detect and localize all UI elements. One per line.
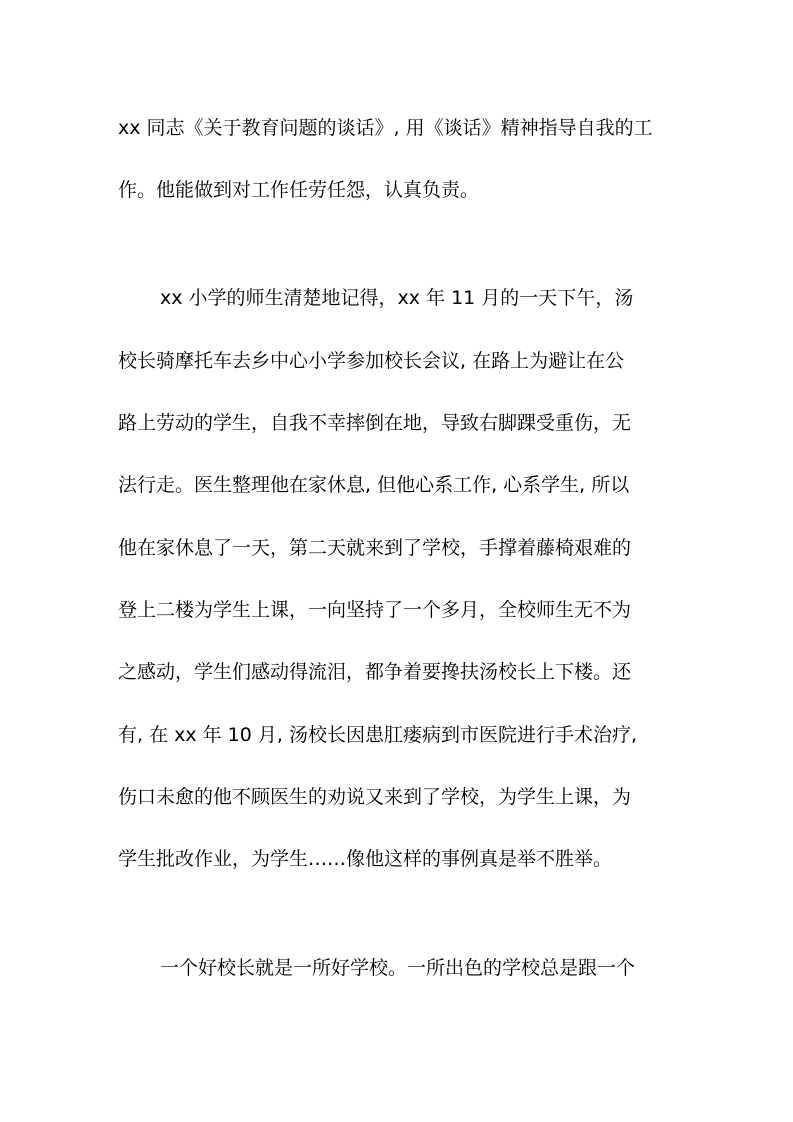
- paragraph-2-line-8: 有, 在 xx 年 10 月, 汤校长因患肛瘘病到市医院进行手术治疗,: [118, 724, 638, 746]
- paragraph-2-line-10: 学生批改作业，为学生……像他这样的事例真是举不胜举。: [118, 848, 613, 870]
- paragraph-2-line-7: 之感动，学生们感动得流泪，都争着要搀扶汤校长上下楼。还: [118, 661, 632, 683]
- paragraph-2-line-2: 校长骑摩托车去乡中心小学参加校长会议, 在路上为避让在公: [118, 350, 625, 372]
- paragraph-2-line-6: 登上二楼为学生上课，一向坚持了一个多月，全校师生无不为: [118, 599, 632, 621]
- paragraph-2-line-1: xx 小学的师生清楚地记得，xx 年 11 月的一天下午，汤: [160, 287, 634, 309]
- paragraph-2-line-9: 伤口未愈的他不顾医生的劝说又来到了学校，为学生上课，为: [118, 786, 632, 808]
- paragraph-2-line-3: 路上劳动的学生，自我不幸摔倒在地，导致右脚踝受重伤，无: [118, 412, 632, 434]
- paragraph-3-line-1: 一个好校长就是一所好学校。一所出色的学校总是跟一个: [160, 957, 636, 979]
- paragraph-2-line-4: 法行走。医生整理他在家休息, 但他心系工作, 心系学生, 所以: [118, 474, 630, 496]
- paragraph-1-line-2: 作。他能做到对工作任劳任怨，认真负责。: [118, 179, 480, 201]
- paragraph-2-line-5: 他在家休息了一天，第二天就来到了学校，手撑着藤椅艰难的: [118, 537, 632, 559]
- paragraph-1-line-1: xx 同志《关于教育问题的谈话》, 用《谈话》精神指导自我的工: [118, 117, 653, 139]
